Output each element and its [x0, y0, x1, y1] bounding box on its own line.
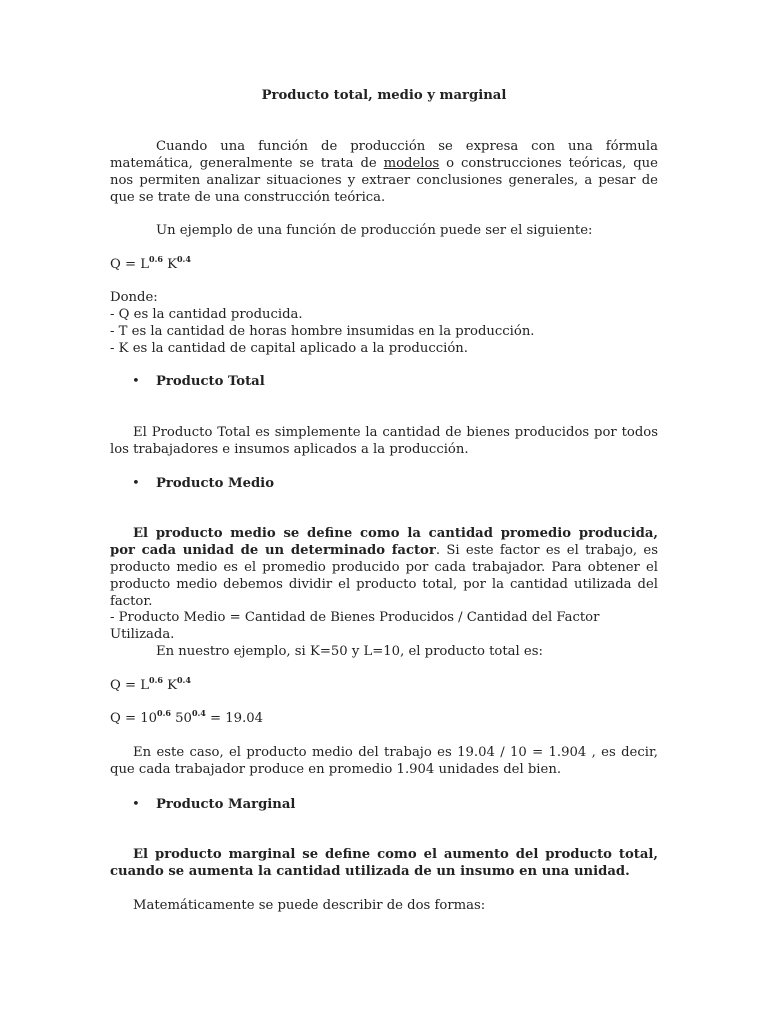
- heading-producto-marginal: Producto Marginal: [156, 797, 296, 812]
- formula-1-base-l: Q = L: [110, 257, 150, 272]
- formula-3-exp-l: 0.6: [157, 708, 171, 718]
- example-intro-paragraph: Un ejemplo de una función de producción puede ser el siguiente:: [156, 223, 593, 238]
- formula-2-base-k: K: [162, 678, 177, 693]
- producto-total-paragraph: El Producto Total es simplemente la cantidad de bienes producidos por todos los trabajadores e insumos aplicados a la producción.: [110, 425, 658, 457]
- formula-3-base-l: Q = 10: [110, 711, 158, 726]
- intro-paragraph: [110, 138, 658, 206]
- formula-2: [110, 677, 658, 694]
- formula-1-exp-k: 0.4: [176, 254, 191, 264]
- formula-1: [110, 256, 658, 273]
- donde-label: Donde:: [110, 290, 158, 305]
- producto-marginal-definition: El producto marginal se define como el aumento del producto total, cuando se aumenta la cantidad utilizada de un insumo en una unidad.: [110, 847, 658, 879]
- intro-text-after: o construcciones teóricas, que nos permiten analizar situaciones y extraer conclusiones generales, a pesar de que se trate de una construcción teórica.: [110, 156, 658, 205]
- formula-2-base-l: Q = L: [110, 678, 150, 693]
- formula-1-exp-l: 0.6: [149, 254, 163, 264]
- intro-text-before: Cuando una función de producción se expresa con una fórmula matemática, generalmente se trata de: [110, 139, 658, 171]
- formula-2-exp-l: 0.6: [149, 675, 163, 685]
- donde-item: - T es la cantidad de horas hombre insumidas en la producción.: [110, 324, 535, 339]
- formula-1-base-k: K: [162, 257, 177, 272]
- donde-list: [110, 289, 658, 357]
- section-producto-total: [110, 373, 658, 390]
- donde-item: - K es la cantidad de capital aplicado a la producción.: [110, 341, 468, 356]
- producto-medio-paragraph: [110, 525, 658, 610]
- example-paragraph: En nuestro ejemplo, si K=50 y L=10, el producto total es:: [156, 644, 543, 659]
- bullet-icon: •: [132, 797, 140, 812]
- bullet-icon: •: [132, 374, 140, 389]
- producto-medio-formula-text: - Producto Medio = Cantidad de Bienes Producidos / Cantidad del Factor Utilizada.: [110, 610, 600, 642]
- formula-2-exp-k: 0.4: [176, 675, 191, 685]
- formula-3-result: = 19.04: [205, 711, 264, 726]
- case-paragraph: En este caso, el producto medio del trabajo es 19.04 / 10 = 1.904 , es decir, que cada trabajador produce en promedio 1.904 unidades del bien.: [110, 745, 658, 777]
- matematicamente-paragraph: Matemáticamente se puede describir de dos formas:: [133, 898, 486, 913]
- formula-3-base-k: 50: [170, 711, 192, 726]
- producto-medio-definition: El producto medio se define como la cantidad promedio producida, por cada unidad de un determinado factor: [110, 526, 658, 558]
- section-producto-marginal: [110, 796, 658, 813]
- heading-producto-total: Producto Total: [156, 374, 265, 389]
- heading-producto-medio: Producto Medio: [156, 476, 274, 491]
- bullet-icon: •: [132, 476, 140, 491]
- section-producto-medio: [110, 475, 658, 492]
- formula-3-exp-k: 0.4: [191, 708, 206, 718]
- producto-medio-explanation: . Si este factor es el trabajo, es producto medio es el promedio producido por cada trabajador. Para obtener el producto medio debemos dividir el producto total, por la cantidad utilizada del factor.: [110, 543, 658, 609]
- modelos-link[interactable]: modelos: [383, 156, 440, 171]
- donde-item: - Q es la cantidad producida.: [110, 307, 303, 322]
- formula-3: [110, 710, 658, 727]
- document-title: Producto total, medio y marginal: [261, 88, 507, 103]
